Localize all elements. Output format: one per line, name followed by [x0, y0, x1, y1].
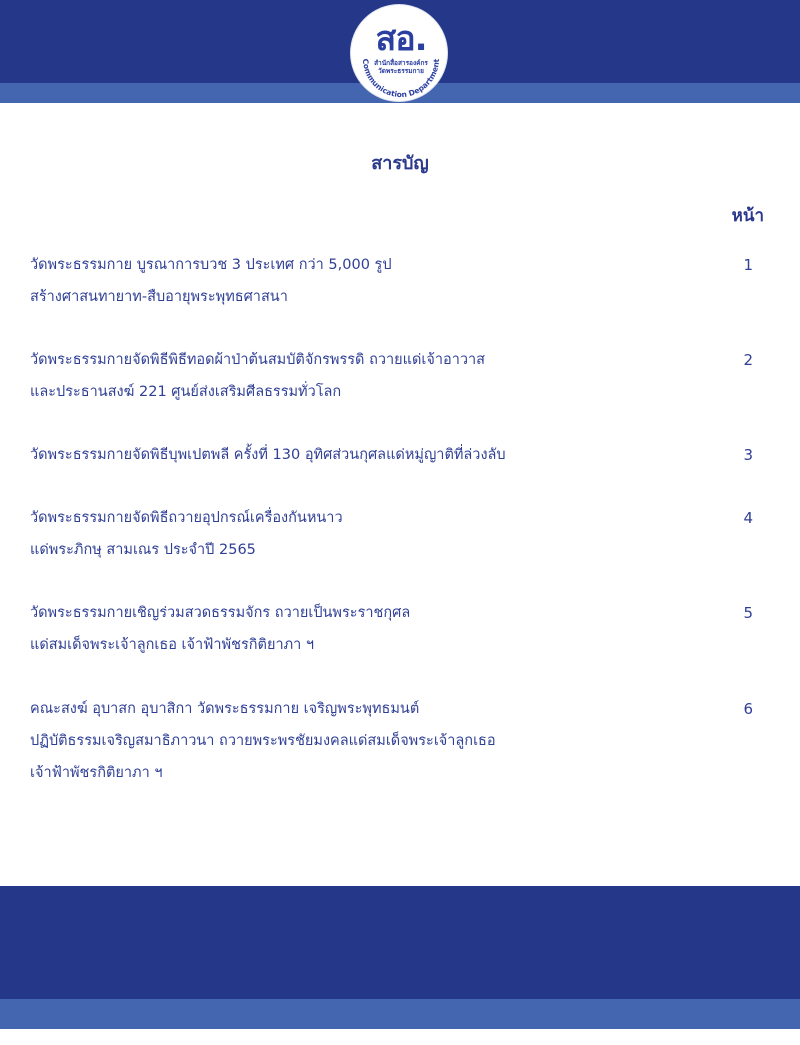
toc-entry-4 — [30, 502, 770, 566]
toc-entry-5 — [30, 597, 770, 661]
toc-entry-line: และประธานสงฆ์ 221 ศูนย์ส่งเสริมศีลธรรมทั่วโลก — [30, 384, 342, 400]
logo-line2: วัดพระธรรมกาย — [378, 67, 424, 75]
logo-ring-text — [353, 7, 449, 103]
toc-page-number: 6 — [743, 700, 753, 718]
toc-entry-line: คณะสงฆ์ อุบาสก อุบาสิกา วัดพระธรรมกาย เจริญพระพุทธมนต์ — [30, 701, 420, 717]
toc-page-number: 2 — [743, 351, 753, 369]
svg-text:Communication Department: Communication Department — [360, 58, 442, 100]
toc-page-number: 1 — [743, 256, 753, 274]
toc-entry-6 — [30, 693, 770, 789]
toc-entry-line: แด่พระภิกษุ สามเณร ประจำปี 2565 — [30, 542, 256, 558]
toc-entry-line: วัดพระธรรมกายจัดพิธีถวายอุปกรณ์เครื่องกันหนาว — [30, 510, 343, 526]
page-title: สารบัญ — [371, 153, 429, 174]
toc-entry-line: เจ้าฟ้าพัชรกิติยาภา ฯ — [30, 765, 163, 781]
toc-entry-1 — [30, 249, 770, 313]
toc-page-number: 4 — [743, 509, 753, 527]
toc-entry-line: แด่สมเด็จพระเจ้าลูกเธอ เจ้าฟ้าพัชรกิติยาภา ฯ — [30, 637, 315, 653]
footer-stripe — [0, 999, 800, 1029]
toc-entry-line: สร้างศาสนทายาท-สืบอายุพระพุทธศาสนา — [30, 289, 288, 305]
toc-page-number: 5 — [743, 604, 753, 622]
toc-entry-2 — [30, 344, 770, 408]
toc-entry-line: วัดพระธรรมกาย บูรณาการบวช 3 ประเทศ กว่า 5,000 รูป — [30, 257, 392, 273]
toc-page-number: 3 — [743, 446, 753, 464]
logo-line1: สำนักสื่อสารองค์กร — [374, 59, 428, 67]
toc-entry-line: วัดพระธรรมกายจัดพิธีพิธีทอดผ้าป่าต้นสมบัติจักรพรรดิ ถวายแด่เจ้าอาวาส — [30, 352, 485, 368]
page-column-header: หน้า — [731, 206, 764, 226]
logo-mark: สอ. — [375, 19, 427, 59]
toc-entry-3 — [30, 439, 770, 471]
toc-entry-line: วัดพระธรรมกายจัดพิธีบุพเปตพลี ครั้งที่ 130 อุทิศส่วนกุศลแด่หมู่ญาติที่ล่วงลับ — [30, 447, 506, 463]
toc-entry-line: ปฏิบัติธรรมเจริญสมาธิภาวนา ถวายพระพรชัยมงคลแด่สมเด็จพระเจ้าลูกเธอ — [30, 733, 496, 749]
organization-logo — [351, 5, 447, 101]
toc-entry-line: วัดพระธรรมกายเชิญร่วมสวดธรรมจักร ถวายเป็นพระราชกุศล — [30, 605, 411, 621]
footer-band — [0, 886, 800, 999]
